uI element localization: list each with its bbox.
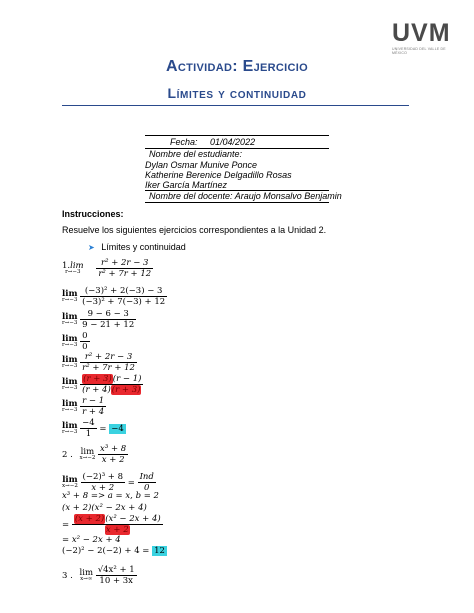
ex1-s8-lim: lim bbox=[62, 420, 78, 431]
ex1-s2-sub: r→−3 bbox=[62, 297, 78, 303]
ex1-s4-num: 0 bbox=[82, 331, 88, 341]
ex1-s3-lim: lim bbox=[62, 311, 78, 322]
ex1-s5-lim: lim bbox=[62, 354, 78, 365]
ex1-step8: lim r→−3 $\frac{-4}{1}$ = −4 bbox=[62, 418, 124, 439]
ex1-step2 bbox=[62, 286, 167, 307]
uvm-logo-subtitle: UNIVERSIDAD DEL VALLE DE MÉXICO bbox=[392, 47, 446, 55]
ex2-result: 12 bbox=[154, 546, 165, 556]
bullet-item bbox=[88, 242, 186, 253]
instructions-heading: Instrucciones: bbox=[62, 209, 124, 219]
ex2-step2: lim x→−2 $\frac{\text{(−2)³ + 8}}{x + 2}$ = $\frac{\text{Ind}}{0}$ bbox=[62, 472, 154, 493]
ex1-s5-sub: r→−3 bbox=[62, 363, 78, 369]
ex1-s3-den: 9 − 21 + 12 bbox=[82, 320, 135, 330]
ex1-s7-lim: lim bbox=[62, 398, 78, 409]
ex1-s4-den: 0 bbox=[82, 342, 88, 352]
activity-subtitle: Límites y continuidad bbox=[167, 85, 307, 101]
student-1: Dylan Osmar Munive Ponce bbox=[145, 160, 258, 170]
uvm-logo-text: UVM bbox=[392, 19, 451, 47]
ex1-s8-num: −4 bbox=[82, 418, 95, 428]
ex1-s3-num: 9 − 6 − 3 bbox=[80, 309, 136, 320]
ex1-s5-num: r² + 2r − 3 bbox=[80, 352, 137, 363]
ex1-s4-lim: lim bbox=[62, 333, 78, 344]
ex2-line6: = x² − 2x + 4 bbox=[62, 535, 121, 545]
arrow-bullet-icon: ➤ bbox=[88, 243, 95, 252]
ex1-s7-den: r + 4 bbox=[82, 407, 105, 417]
ex1-s7-sub: r→−3 bbox=[62, 407, 78, 413]
student-3: Iker García Martínez bbox=[145, 180, 228, 190]
ex1-s4-sub: r→−3 bbox=[62, 342, 78, 348]
date-line bbox=[145, 137, 255, 147]
ex2-line3: x³ + 8 => a = x, b = 2 bbox=[62, 491, 159, 501]
ex2-line7 bbox=[62, 547, 167, 556]
ex1-s8-den: 1 bbox=[85, 429, 92, 439]
ex2-final-expr: (−2)² − 2(−2) + 4 = bbox=[62, 546, 150, 556]
ex2-s2-den: x + 2 bbox=[91, 483, 115, 493]
info-bottom-line bbox=[145, 202, 329, 203]
ex1-step5 bbox=[62, 352, 137, 373]
ex1-step6 bbox=[62, 374, 143, 395]
ex1-s6-cancel-den: (r + 3) bbox=[111, 385, 141, 395]
ex2-numerator: x³ + 8 bbox=[100, 444, 127, 454]
ex2-line4: (x + 2)(x² − 2x + 4) bbox=[62, 503, 147, 513]
ex1-result: −4 bbox=[111, 424, 124, 434]
ex1-s6-lim: lim bbox=[62, 376, 78, 387]
ex2-statement bbox=[62, 444, 128, 465]
ex1-s8-sub: r→−3 bbox=[62, 429, 78, 435]
ex2-s2-lim: lim bbox=[62, 474, 78, 485]
ex2-s2-sub: x→−2 bbox=[62, 483, 78, 489]
title-divider bbox=[62, 105, 409, 106]
date-value: 01/04/2022 bbox=[210, 137, 256, 147]
ex3-lim-sub: x→∞ bbox=[80, 576, 93, 582]
ex1-label: 1. bbox=[62, 260, 71, 271]
date-label: Fecha: bbox=[170, 137, 198, 147]
ex2-line5: = $\frac{\text{(x + 2)(x² − 2x + 4)}}{x + 2}$ bbox=[62, 514, 161, 535]
ex2-cancel-num: (x + 2) bbox=[74, 514, 105, 524]
ex2-lim-sub: x→−2 bbox=[79, 455, 96, 461]
ex2-denominator: x + 2 bbox=[101, 455, 125, 465]
student-2: Katherine Berenice Delgadillo Rosas bbox=[145, 170, 292, 180]
ex3-numerator: √4x² + 1 bbox=[97, 565, 135, 575]
student-label: Nombre del estudiante: bbox=[149, 149, 243, 159]
ex2-ind-den: 0 bbox=[144, 483, 150, 493]
ex1-step3 bbox=[62, 309, 136, 330]
teacher-name: Nombre del docente: Araujo Monsalvo Benjamin bbox=[149, 191, 342, 201]
ex3-label: 3 . bbox=[62, 571, 73, 581]
ex1-s6-cancel-num: (r + 3) bbox=[83, 374, 112, 384]
ex1-statement bbox=[62, 258, 153, 279]
ex1-s2-lim: lim bbox=[62, 288, 78, 299]
ex1-s2-den: (−3)² + 7(−3) + 12 bbox=[82, 297, 166, 307]
instructions-text: Resuelve los siguientes ejercicios correspondientes a la Unidad 2. bbox=[62, 225, 327, 235]
ex2-lim: lim bbox=[80, 446, 95, 457]
ex1-lim-sub: r→−3 bbox=[65, 269, 81, 275]
ex1-denominator: r² + 7r + 12 bbox=[98, 269, 152, 279]
ex2-label: 2 . bbox=[62, 450, 73, 460]
ex1-s5-den: r² + 7r + 12 bbox=[82, 363, 135, 373]
ex1-s6-sub: r→−3 bbox=[62, 385, 78, 391]
ex2-s2-num: (−2)³ + 8 bbox=[82, 472, 124, 482]
ex3-statement bbox=[62, 565, 137, 586]
bullet-text: Límites y continuidad bbox=[101, 242, 186, 252]
ex1-s3-sub: r→−3 bbox=[62, 320, 78, 326]
ex1-s6-den-rest: (r + 4) bbox=[82, 385, 111, 395]
activity-title: Actividad: Ejercicio bbox=[166, 58, 308, 75]
ex1-step4 bbox=[62, 331, 90, 352]
ex3-denominator: 10 + 3x bbox=[99, 576, 133, 586]
info-top-line bbox=[145, 135, 329, 136]
ex1-numerator: r² + 2r − 3 bbox=[96, 258, 153, 269]
uvm-logo bbox=[392, 21, 451, 46]
ex3-lim: lim bbox=[79, 567, 94, 578]
ex1-s6-num-rest: (r − 1) bbox=[112, 374, 142, 384]
ex1-step7 bbox=[62, 396, 106, 417]
ex1-s7-num: r − 1 bbox=[82, 396, 105, 406]
ex2-num-rest: (x² − 2x + 4) bbox=[105, 514, 161, 524]
ex2-cancel-den: x + 2 bbox=[105, 525, 129, 535]
ex1-s2-num: (−3)² + 2(−3) − 3 bbox=[80, 286, 167, 297]
ex1-lim: lim bbox=[70, 260, 84, 271]
ex2-ind-num: Ind bbox=[139, 472, 154, 482]
